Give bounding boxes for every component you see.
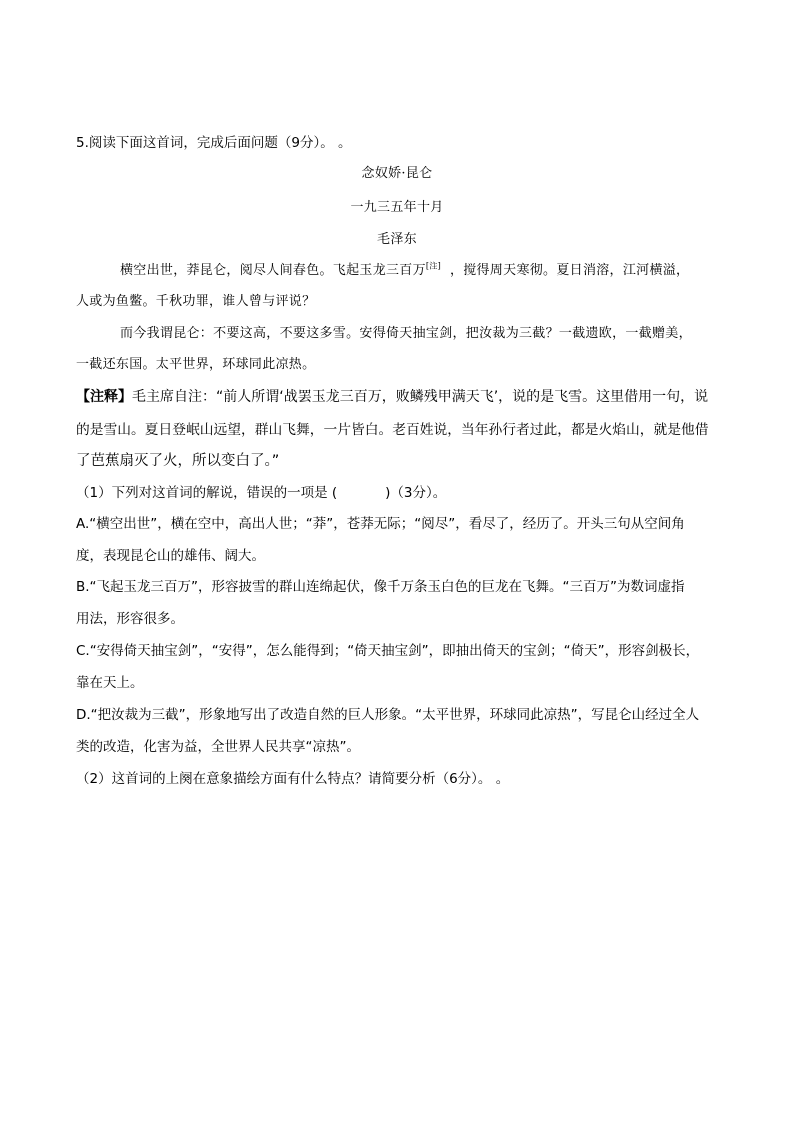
poem-stanza1-line1-part-b: ，搅得周天寒彻。夏日消溶，江河横溢， (449, 263, 690, 278)
sub-question-2: （2）这首词的上阕在意象描绘方面有什么特点？请简要分析（6分）。 。 (76, 771, 510, 787)
poem-date: 一九三五年十月 (350, 200, 444, 215)
option-b-line1: B.“飞起玉龙三百万”，形容披雪的群山连绵起伏，像千万条玉白色的巨龙在飞舞。“三百万”为数词虚指 (76, 579, 685, 595)
poem-stanza1-line1 (120, 261, 716, 281)
poem-stanza1-line1-part-a: 横空出世，莽昆仑，阅尽人间春色。飞起玉龙三百万 (120, 263, 426, 278)
sub-question-1-prompt-b: )（3分）。 (385, 485, 447, 501)
note-line2: 的是雪山。夏日登岷山远望，群山飞舞，一片皆白。老百姓说，当年孙行者过此，都是火焰山，就是他借 (76, 422, 709, 438)
option-a-line1: A.“横空出世”，横在空中，高出人世；“莽”，苍莽无际；“阅尽”，看尽了，经历了。开头三句从空间角 (76, 516, 685, 532)
option-d-line1: D.“把汝裁为三截”，形象地写出了改造自然的巨人形象。“太平世界，环球同此凉热”，写昆仑山经过全人 (76, 707, 700, 723)
note-line3: 了芭蕉扇灭了火，所以变白了。” (76, 453, 280, 469)
note-marker: [注] (425, 261, 442, 271)
question-header: 5.阅读下面这首词，完成后面问题（9分）。 。 (76, 135, 352, 151)
sub-question-1-prompt-a: （1）下列对这首词的解说，错误的一项是 ( (76, 485, 338, 501)
poem-stanza2-line1: 而今我谓昆仑：不要这高，不要这多雪。安得倚天抽宝剑，把汝裁为三截？一截遗欧，一截赠美， (120, 326, 692, 341)
option-c-line1: C.“安得倚天抽宝剑”，“安得”，怎么能得到；“倚天抽宝剑”，即抽出倚天的宝剑；“倚天”，形容剑极长， (76, 643, 700, 659)
note-line1 (76, 387, 716, 407)
sub-question-1 (76, 483, 716, 503)
option-c-line2: 靠在天上。 (76, 675, 144, 691)
option-d-line2: 类的改造，化害为益，全世界人民共享“凉热”。 (76, 739, 360, 755)
note-text-1: 毛主席自注：“前人所谓‘战罢玉龙三百万，败鳞残甲满天飞’，说的是飞雪。这里借用一句，说 (132, 389, 709, 405)
note-label: 【注释】 (76, 389, 132, 405)
poem-stanza1-line2: 人或为鱼鳖。千秋功罪，谁人曾与评说？ (76, 294, 316, 309)
option-a-line2: 度，表现昆仑山的雄伟、阔大。 (76, 548, 265, 564)
poem-title: 念奴娇·昆仑 (361, 166, 433, 181)
option-b-line2: 用法，形容很多。 (76, 611, 184, 627)
poem-stanza2-line2: 一截还东国。太平世界，环球同此凉热。 (76, 357, 316, 372)
poem-author: 毛泽东 (377, 232, 417, 247)
